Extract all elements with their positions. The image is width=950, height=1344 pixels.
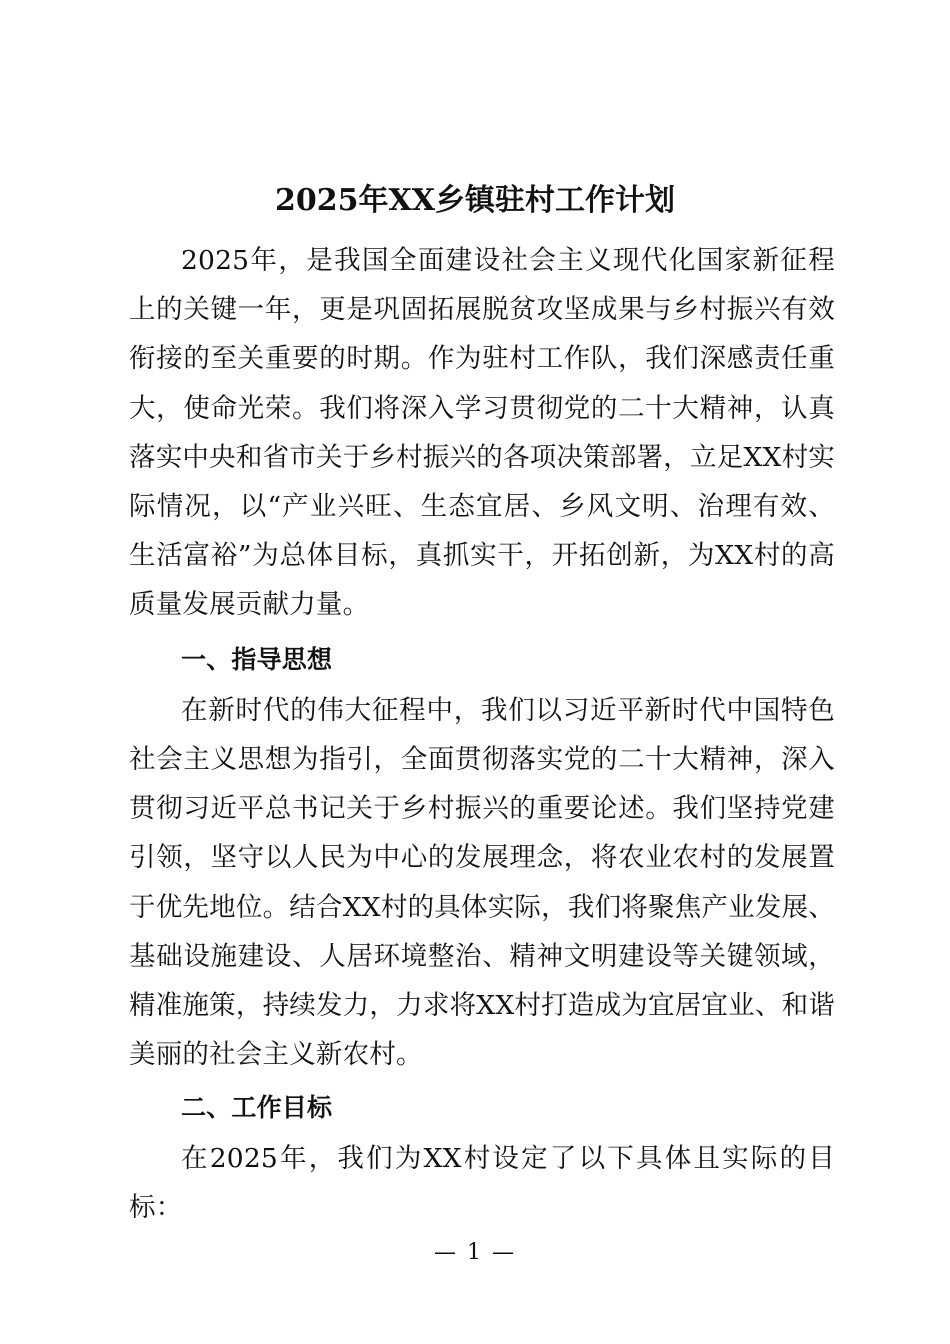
- section-heading-guiding-ideology: 一、指导思想: [181, 644, 333, 674]
- intro-paragraph: 2025年，是我国全面建设社会主义现代化国家新征程上的关键一年，更是巩固拓展脱贫攻坚成果与乡村振兴有效衔接的至关重要的时期。作为驻村工作队，我们深感责任重大，使命光荣。我们将深入学习贯彻党的二十大精神，认真落实中央和省市关于乡村振兴的各项决策部署，立足XX村实际情况，以“产业兴旺、生态宜居、乡风文明、治理有效、生活富裕”为总体目标，真抓实干，开拓创新，为XX村的高质量发展贡献力量。: [129, 245, 835, 621]
- section-paragraph-work-goals: 在2025年，我们为XX村设定了以下具体且实际的目标：: [129, 1142, 835, 1223]
- page-number: — 1 —: [434, 1240, 516, 1265]
- section-paragraph-guiding-ideology: 在新时代的伟大征程中，我们以习近平新时代中国特色社会主义思想为指引，全面贯彻落实党的二十大精神，深入贯彻习近平总书记关于乡村振兴的重要论述。我们坚持党建引领，坚守以人民为中心的发展理念，将农业农村的发展置于优先地位。结合XX村的具体实际，我们将聚焦产业发展、基础设施建设、人居环境整治、精神文明建设等关键领域，精准施策，持续发力，力求将XX村打造成为宜居宜业、和谐美丽的社会主义新农村。: [129, 694, 835, 1071]
- section-heading-work-goals: 二、工作目标: [181, 1093, 333, 1123]
- document-body: [129, 236, 835, 1232]
- document-title: 2025年XX乡镇驻村工作计划: [274, 183, 676, 218]
